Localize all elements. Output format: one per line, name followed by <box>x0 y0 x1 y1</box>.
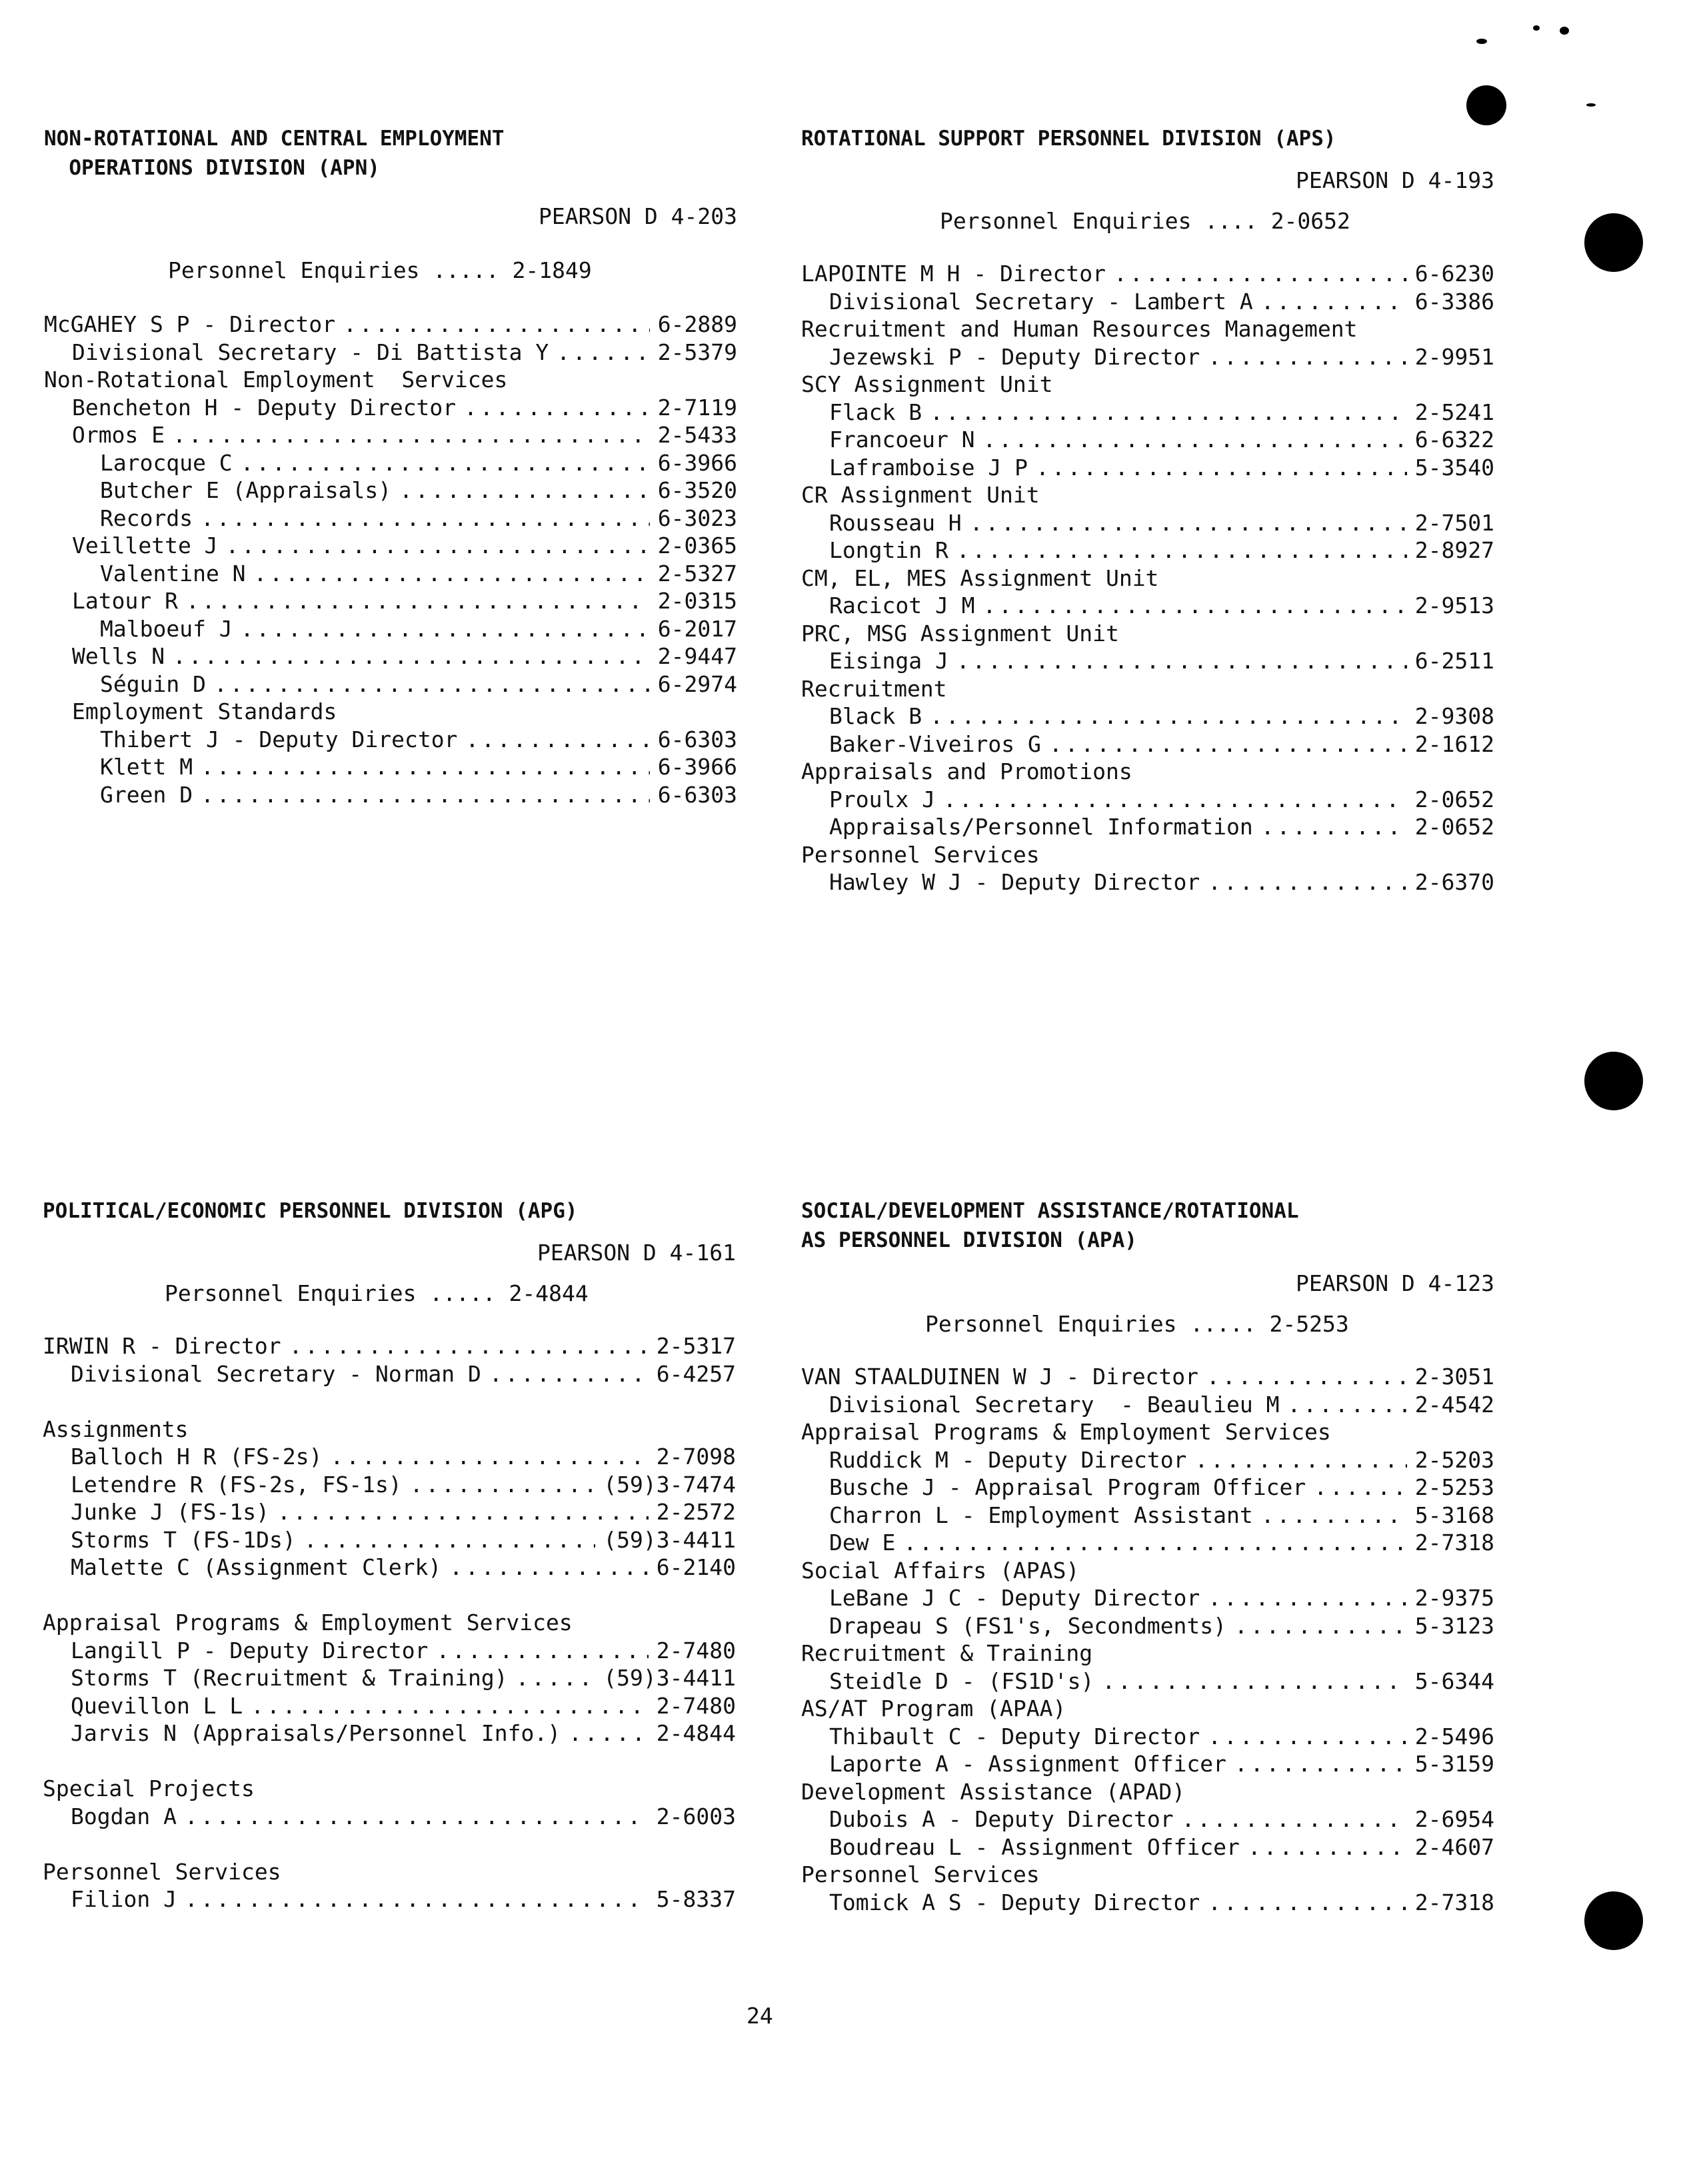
dot-leader <box>508 1664 596 1692</box>
directory-entry <box>801 1584 1494 1612</box>
directory-entry <box>801 786 1494 814</box>
unit-heading: Recruitment and Human Resources Management <box>801 316 1358 342</box>
entry-phone: 2-7480 <box>656 1637 736 1663</box>
entry-phone: 2-0365 <box>657 533 737 558</box>
unit-heading: Employment Standards <box>72 698 337 724</box>
entry-name: Ormos E <box>72 422 165 448</box>
unit-heading: Personnel Services <box>43 1858 281 1885</box>
entry-name: LAPOINTE M H - Director <box>801 261 1106 287</box>
entry-phone: 2-9951 <box>1414 343 1494 370</box>
section-title: NON-ROTATIONAL AND CENTRAL EMPLOYMENT OPERATIONS DIVISION (APN) <box>44 127 505 180</box>
dot-leader <box>233 615 650 643</box>
entry-phone: 6-2511 <box>1414 648 1494 674</box>
entry-name: Flack B <box>829 399 922 425</box>
unit-heading: Appraisal Programs & Employment Services <box>43 1610 573 1636</box>
entry-name: Charron L - Employment Assistant <box>829 1502 1253 1528</box>
entry-name: Malette C (Assignment Clerk) <box>71 1554 442 1580</box>
entry-name: Rousseau H <box>829 509 962 536</box>
unit-heading: Social Affairs (APAS) <box>801 1557 1080 1584</box>
directory-entry <box>801 1833 1494 1861</box>
entry-name: Valentine N <box>100 560 246 586</box>
entry-phone: 2-9447 <box>657 643 737 669</box>
entry-name: Eisinga J <box>829 648 948 674</box>
entry-name: McGAHEY S P - Director <box>44 311 336 337</box>
unit-heading: CM, EL, MES Assignment Unit <box>801 564 1159 591</box>
dot-leader <box>233 449 650 477</box>
dot-leader <box>1094 1667 1406 1695</box>
directory-entry <box>801 343 1494 371</box>
directory-entry <box>43 1443 736 1471</box>
entry-phone: 2-0315 <box>657 588 737 614</box>
directory-entry <box>801 1612 1494 1640</box>
dot-leader <box>1041 730 1407 758</box>
directory-entry <box>44 642 737 670</box>
directory-entry <box>44 670 737 698</box>
entry-phone: 2-7098 <box>656 1444 736 1470</box>
directory-entry <box>801 288 1494 316</box>
entry-name: Proulx J <box>829 786 935 812</box>
unit-heading: Personnel Services <box>801 841 1040 868</box>
entry-name: Malboeuf J <box>100 615 233 642</box>
entry-name: Laporte A - Assignment Officer <box>829 1751 1227 1777</box>
entry-name: Divisional Secretary - Di Battista Y <box>72 339 549 365</box>
dot-leader <box>1186 1446 1406 1474</box>
entry-list <box>801 260 1494 896</box>
dot-leader <box>975 592 1407 620</box>
entry-name: LeBane J C - Deputy Director <box>829 1585 1200 1611</box>
directory-entry <box>801 1723 1494 1751</box>
entry-name: Steidle D - (FS1D's) <box>829 1667 1094 1694</box>
directory-entry <box>44 449 737 477</box>
entry-phone: 5-6344 <box>1414 1667 1494 1694</box>
directory-entry <box>801 509 1494 537</box>
dot-leader <box>948 537 1407 564</box>
entry-phone: 2-5253 <box>1414 1474 1494 1500</box>
section-apn <box>44 124 737 808</box>
dot-leader <box>895 1529 1406 1557</box>
entry-phone: 2-8927 <box>1414 537 1494 563</box>
page-number: 24 <box>747 2003 773 2029</box>
entry-phone: 5-3123 <box>1414 1612 1494 1639</box>
entry-name: Wells N <box>72 643 165 669</box>
section-title: POLITICAL/ECONOMIC PERSONNEL DIVISION (APG) <box>43 1199 578 1223</box>
entry-name: Drapeau S (FS1's, Secondments) <box>829 1612 1227 1639</box>
dot-leader <box>1174 1805 1407 1833</box>
binder-hole <box>1584 1891 1643 1950</box>
directory-entry <box>44 311 737 339</box>
entry-phone: 2-4844 <box>656 1720 736 1746</box>
entry-phone: 6-6230 <box>1414 261 1494 287</box>
directory-entry <box>44 781 737 809</box>
dot-leader <box>269 1498 649 1526</box>
dot-leader <box>246 560 650 588</box>
binder-hole <box>1584 1052 1643 1110</box>
entry-name: Records <box>100 505 193 531</box>
entry-name: Latour R <box>72 588 178 614</box>
entry-name: Klett M <box>100 754 193 780</box>
entry-phone: 6-2974 <box>657 670 737 697</box>
personnel-enquiries: Personnel Enquiries ..... 2-5253 <box>925 1311 1349 1337</box>
dot-leader <box>1200 1889 1406 1917</box>
entry-phone: 6-3386 <box>1414 288 1494 315</box>
directory-entry <box>44 505 737 533</box>
entry-phone: 2-1612 <box>1414 730 1494 757</box>
entry-name: Butcher E (Appraisals) <box>100 477 392 503</box>
dot-leader <box>922 702 1407 730</box>
dot-leader <box>456 394 650 422</box>
entry-name: Green D <box>100 781 193 808</box>
directory-entry <box>43 1471 736 1499</box>
entry-name: Séguin D <box>100 670 206 697</box>
dot-leader <box>218 532 650 560</box>
unit-heading: AS/AT Program (APAA) <box>801 1695 1066 1721</box>
dot-leader <box>1200 868 1406 896</box>
entry-name: Larocque C <box>100 449 233 476</box>
entry-name: Thibault C - Deputy Director <box>829 1723 1200 1749</box>
entry-phone: 6-3966 <box>657 449 737 476</box>
dot-leader <box>1198 1363 1407 1391</box>
entry-phone: 2-5203 <box>1414 1446 1494 1473</box>
entry-phone: 2-7119 <box>657 394 737 421</box>
directory-entry <box>44 726 737 754</box>
section-apa <box>801 1196 1494 1916</box>
entry-name: Francoeur N <box>829 427 975 453</box>
unit-heading: Special Projects <box>43 1775 255 1801</box>
entry-name: Quevillon L L <box>71 1692 243 1719</box>
directory-entry <box>801 1750 1494 1778</box>
entry-list <box>801 1363 1494 1916</box>
entry-phone: 2-7318 <box>1414 1530 1494 1556</box>
unit-heading: CR Assignment Unit <box>801 482 1040 508</box>
unit-heading: Recruitment & Training <box>801 1640 1093 1666</box>
directory-entry <box>43 1692 736 1720</box>
directory-entry <box>43 1637 736 1665</box>
entry-name: Storms T (FS-1Ds) <box>71 1526 296 1553</box>
directory-entry <box>801 1474 1494 1502</box>
directory-entry <box>801 702 1494 730</box>
entry-phone: 6-3023 <box>657 505 737 531</box>
directory-entry <box>801 399 1494 427</box>
entry-phone: 2-6370 <box>1414 869 1494 895</box>
entry-name: Tomick A S - Deputy Director <box>829 1889 1200 1915</box>
entry-phone: 6-2017 <box>657 615 737 642</box>
entry-name: Thibert J - Deputy Director <box>100 726 458 752</box>
entry-name: Racicot J M <box>829 592 975 618</box>
directory-entry <box>43 1554 736 1582</box>
directory-entry <box>801 260 1494 288</box>
entry-phone: (59)3-4411 <box>603 1526 736 1553</box>
entry-name: Ruddick M - Deputy Director <box>829 1446 1187 1473</box>
dot-leader <box>948 647 1407 675</box>
unit-heading: PRC, MSG Assignment Unit <box>801 620 1119 646</box>
dot-leader <box>165 642 650 670</box>
entry-name: Filion J <box>71 1886 177 1912</box>
entry-phone: 6-4257 <box>656 1360 736 1387</box>
dot-leader <box>243 1692 649 1720</box>
entry-list <box>44 311 737 808</box>
dot-leader <box>1106 260 1407 288</box>
dot-leader <box>177 1803 649 1831</box>
dot-leader <box>481 1360 649 1388</box>
entry-list <box>43 1332 736 1913</box>
dot-leader <box>962 509 1407 537</box>
dot-leader <box>1253 288 1407 316</box>
entry-phone: 2-0652 <box>1414 786 1494 812</box>
entry-phone: 6-6322 <box>1414 427 1494 453</box>
scan-speck <box>1533 25 1540 31</box>
entry-name: Balloch H R (FS-2s) <box>71 1444 323 1470</box>
directory-entry <box>43 1664 736 1692</box>
dot-leader <box>1253 1502 1407 1530</box>
dot-leader <box>402 1471 596 1499</box>
section-title: SOCIAL/DEVELOPMENT ASSISTANCE/ROTATIONAL AS PERSONNEL DIVISION (APA) <box>801 1199 1299 1252</box>
dot-leader <box>1200 1584 1406 1612</box>
entry-phone: 6-6303 <box>657 781 737 808</box>
scan-speck <box>1586 103 1596 107</box>
entry-name: Divisional Secretary - Norman D <box>71 1360 481 1387</box>
entry-phone: 2-5379 <box>657 339 737 365</box>
entry-phone: 2-9308 <box>1414 703 1494 729</box>
directory-entry <box>801 592 1494 620</box>
section-title: ROTATIONAL SUPPORT PERSONNEL DIVISION (APS) <box>801 127 1336 151</box>
entry-name: VAN STAALDUINEN W J - Director <box>801 1364 1199 1390</box>
dot-leader <box>1226 1612 1407 1640</box>
directory-entry <box>44 339 737 367</box>
directory-entry <box>43 1719 736 1747</box>
directory-entry <box>801 537 1494 564</box>
entry-phone: 2-6003 <box>656 1803 736 1829</box>
dot-leader <box>441 1554 648 1582</box>
dot-leader <box>177 1885 649 1913</box>
directory-entry <box>801 1889 1494 1917</box>
dot-leader <box>193 753 650 781</box>
entry-phone: 5-3168 <box>1414 1502 1494 1528</box>
dot-leader <box>323 1443 649 1471</box>
building-location: PEARSON D 4-193 <box>1295 167 1494 193</box>
directory-entry <box>43 1885 736 1913</box>
dot-leader <box>296 1526 596 1554</box>
directory-entry <box>801 1502 1494 1530</box>
dot-leader <box>1280 1391 1407 1419</box>
entry-phone: 6-2140 <box>656 1554 736 1580</box>
unit-heading: Appraisal Programs & Employment Services <box>801 1419 1331 1445</box>
directory-entry <box>801 813 1494 841</box>
entry-phone: 2-5241 <box>1414 399 1494 425</box>
entry-name: Laframboise J P <box>829 454 1028 481</box>
entry-phone: 2-5496 <box>1414 1723 1494 1749</box>
dot-leader <box>206 670 650 698</box>
entry-phone: (59)3-7474 <box>603 1471 736 1498</box>
entry-phone: 2-6954 <box>1414 1806 1494 1832</box>
dot-leader <box>281 1332 649 1360</box>
building-location: PEARSON D 4-123 <box>1295 1270 1494 1296</box>
entry-name: Dew E <box>829 1530 896 1556</box>
spacer <box>43 1747 736 1775</box>
entry-phone: 2-9375 <box>1414 1585 1494 1611</box>
directory-entry <box>44 587 737 615</box>
entry-phone: 2-7318 <box>1414 1889 1494 1915</box>
entry-phone: 2-5317 <box>656 1333 736 1359</box>
entry-name: Bogdan A <box>71 1803 177 1829</box>
entry-phone: (59)3-4411 <box>603 1665 736 1691</box>
dot-leader <box>193 505 650 533</box>
entry-name: Black B <box>829 703 922 729</box>
entry-name: Dubois A - Deputy Director <box>829 1806 1174 1832</box>
personnel-enquiries: Personnel Enquiries .... 2-0652 <box>940 208 1350 234</box>
unit-heading: SCY Assignment Unit <box>801 371 1053 397</box>
entry-phone: 6-6303 <box>657 726 737 752</box>
entry-phone: 6-3966 <box>657 754 737 780</box>
directory-entry <box>801 454 1494 482</box>
dot-leader <box>1253 813 1407 841</box>
directory-entry <box>43 1803 736 1831</box>
entry-name: Jarvis N (Appraisals/Personnel Info.) <box>71 1720 561 1746</box>
scan-speck <box>1476 39 1487 44</box>
directory-entry <box>801 1529 1494 1557</box>
personnel-enquiries: Personnel Enquiries ..... 2-1849 <box>168 257 592 283</box>
entry-name: Divisional Secretary - Beaulieu M <box>829 1391 1280 1418</box>
entry-name: Storms T (Recruitment & Training) <box>71 1665 508 1691</box>
directory-entry <box>44 615 737 643</box>
dot-leader <box>428 1637 648 1665</box>
entry-phone: 2-3051 <box>1414 1364 1494 1390</box>
section-apg <box>43 1196 736 1913</box>
unit-heading: Development Assistance (APAD) <box>801 1778 1186 1805</box>
entry-phone: 5-3540 <box>1414 454 1494 481</box>
building-location: PEARSON D 4-161 <box>537 1240 736 1266</box>
entry-phone: 6-3520 <box>657 477 737 503</box>
scan-speck <box>1560 27 1569 35</box>
entry-name: Boudreau L - Assignment Officer <box>829 1833 1240 1860</box>
spacer <box>43 1830 736 1858</box>
directory-entry <box>44 477 737 505</box>
entry-phone: 5-3159 <box>1414 1751 1494 1777</box>
dot-leader <box>1240 1833 1407 1861</box>
directory-entry <box>44 753 737 781</box>
entry-name: Junke J (FS-1s) <box>71 1499 270 1525</box>
dot-leader <box>1028 454 1407 482</box>
entry-name: Appraisals/Personnel Information <box>829 814 1253 840</box>
entry-phone: 2-5327 <box>657 560 737 586</box>
dot-leader <box>1306 1474 1407 1502</box>
directory-entry <box>44 560 737 588</box>
entry-name: Letendre R (FS-2s, FS-1s) <box>71 1471 402 1498</box>
directory-entry <box>801 1667 1494 1695</box>
unit-heading: Non-Rotational Employment Services <box>44 367 508 393</box>
directory-entry <box>801 1363 1494 1391</box>
dot-leader <box>193 781 650 809</box>
spacer <box>43 1388 736 1416</box>
entry-phone: 2-9513 <box>1414 592 1494 618</box>
dot-leader <box>975 426 1407 454</box>
entry-name: Langill P - Deputy Director <box>71 1637 429 1663</box>
entry-name: Jezewski P - Deputy Director <box>829 343 1200 370</box>
dot-leader <box>922 399 1407 427</box>
entry-phone: 2-4542 <box>1414 1391 1494 1418</box>
dot-leader <box>1200 1723 1406 1751</box>
entry-name: Divisional Secretary - Lambert A <box>829 288 1253 315</box>
directory-entry <box>801 730 1494 758</box>
unit-heading: Recruitment <box>801 675 947 702</box>
entry-phone: 6-2889 <box>657 311 737 337</box>
dot-leader <box>1226 1750 1407 1778</box>
entry-phone: 5-8337 <box>656 1886 736 1912</box>
building-location: PEARSON D 4-203 <box>538 203 737 229</box>
directory-entry <box>43 1526 736 1554</box>
entry-name: IRWIN R - Director <box>43 1333 281 1359</box>
directory-entry <box>801 1391 1494 1419</box>
directory-entry <box>801 647 1494 675</box>
dot-leader <box>391 477 650 505</box>
binder-hole <box>1584 213 1643 272</box>
directory-entry <box>43 1332 736 1360</box>
dot-leader <box>1200 343 1406 371</box>
entry-name: Veillette J <box>72 533 218 558</box>
directory-entry <box>44 394 737 422</box>
dot-leader <box>165 421 650 449</box>
directory-entry <box>801 868 1494 896</box>
dot-leader <box>935 786 1407 814</box>
unit-heading: Appraisals and Promotions <box>801 758 1132 784</box>
entry-phone: 2-2572 <box>656 1499 736 1525</box>
directory-entry <box>801 1446 1494 1474</box>
spacer <box>43 1582 736 1610</box>
entry-name: Baker-Viveiros G <box>829 730 1041 757</box>
entry-name: Longtin R <box>829 537 948 563</box>
entry-name: Bencheton H - Deputy Director <box>72 394 457 421</box>
entry-phone: 2-7501 <box>1414 509 1494 536</box>
entry-phone: 2-4607 <box>1414 1833 1494 1860</box>
dot-leader <box>335 311 650 339</box>
entry-phone: 2-0652 <box>1414 814 1494 840</box>
personnel-enquiries: Personnel Enquiries ..... 2-4844 <box>165 1280 589 1306</box>
entry-phone: 2-5433 <box>657 422 737 448</box>
directory-entry <box>801 1805 1494 1833</box>
directory-entry <box>43 1498 736 1526</box>
directory-entry <box>43 1360 736 1388</box>
dot-leader <box>457 726 649 754</box>
entry-name: Hawley W J - Deputy Director <box>829 869 1200 895</box>
section-aps <box>801 124 1494 896</box>
dot-leader <box>178 587 650 615</box>
dot-leader <box>549 339 650 367</box>
dot-leader <box>561 1719 649 1747</box>
directory-entry <box>801 426 1494 454</box>
directory-entry <box>44 421 737 449</box>
scan-speck <box>1466 85 1506 125</box>
unit-heading: Assignments <box>43 1416 189 1442</box>
entry-name: Busche J - Appraisal Program Officer <box>829 1474 1306 1500</box>
directory-entry <box>44 532 737 560</box>
unit-heading: Personnel Services <box>801 1861 1040 1887</box>
entry-phone: 2-7480 <box>656 1692 736 1719</box>
